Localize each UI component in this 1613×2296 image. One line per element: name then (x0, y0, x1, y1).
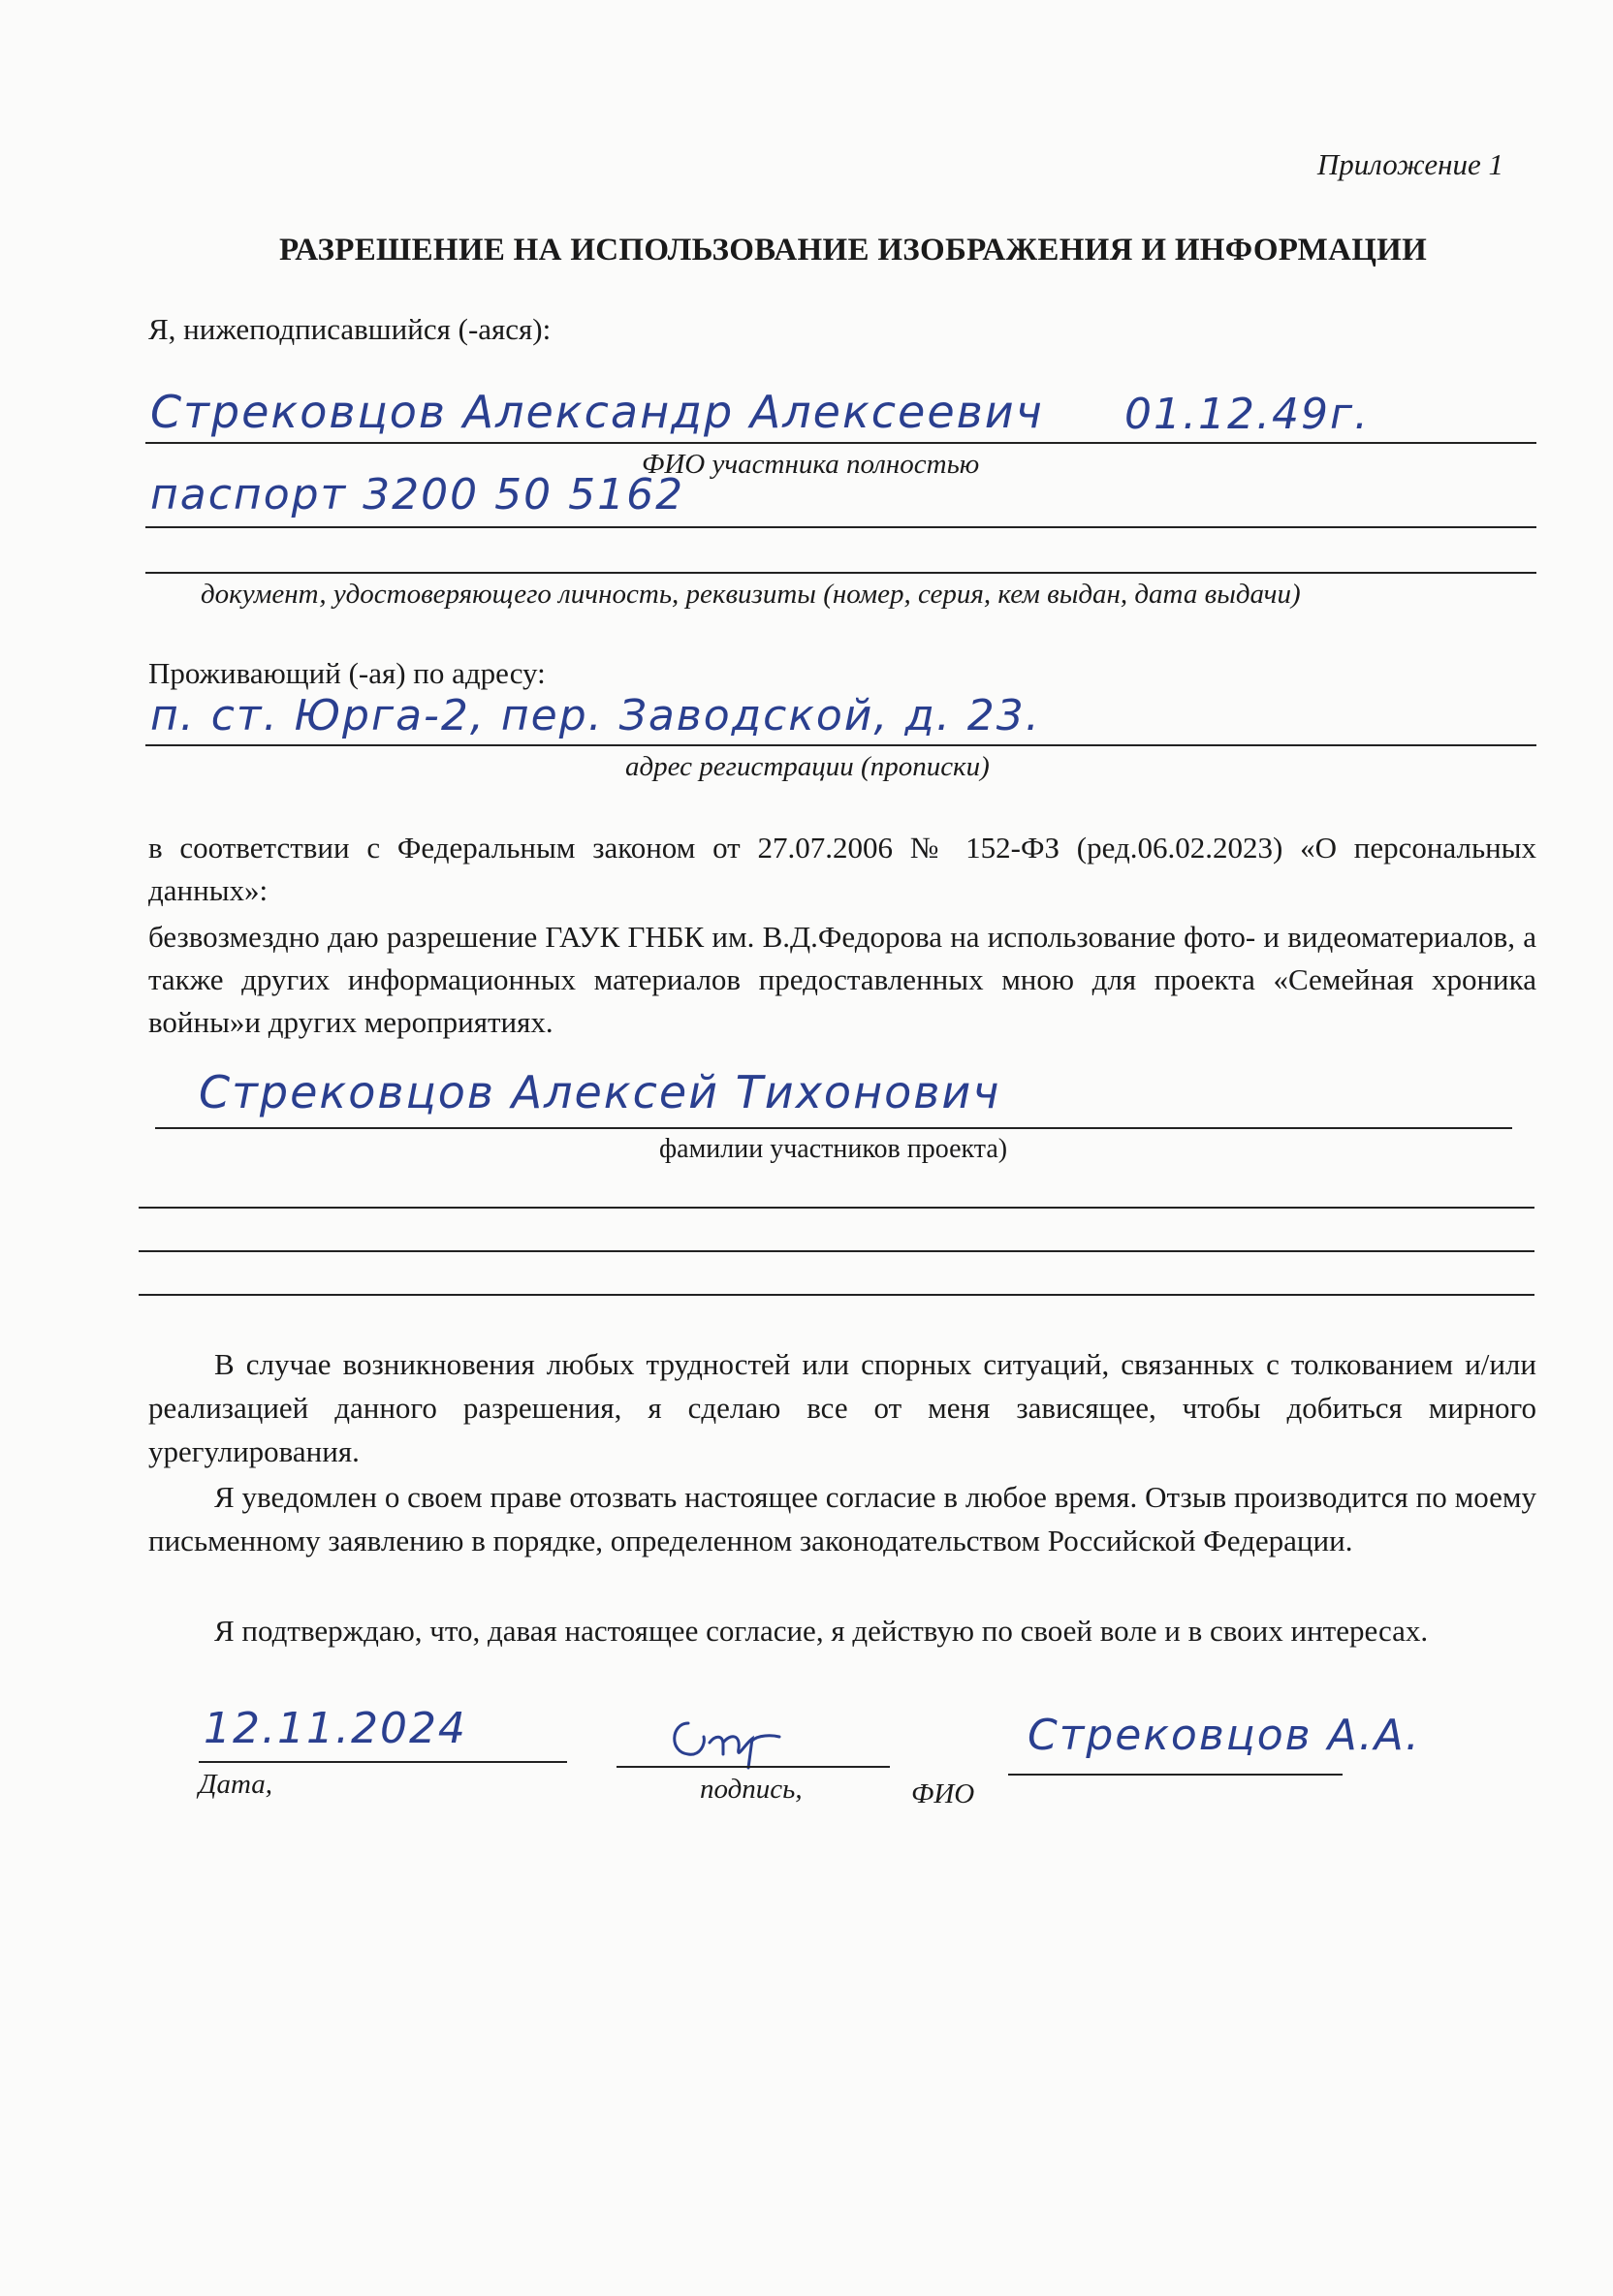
fio-line (1008, 1774, 1343, 1776)
revocation-paragraph: Я уведомлен о своем праве отозвать настоящее согласие в любое время. Отзыв производится по моему письменному заявлению в порядке, определенном законодательством Российской Федерации. (148, 1480, 1536, 1557)
handwritten-full-name: Стрековцов Александр Алексеевич (150, 386, 1044, 438)
participants-caption: фамилии участников проекта) (659, 1134, 1008, 1164)
grant-text: безвозмездно даю разрешение ГАУК ГНБК им. В.Д.Федорова на использование фото- и видеоматериалов, а также других информационных материалов предоставленных мною для проекта «Семейная хроника войны»и других мероприятиях. (148, 920, 1536, 1039)
appendix-label: Приложение 1 (1316, 147, 1503, 181)
signer-intro: Я, нижеподписавшийся (-аяся): (148, 312, 552, 346)
handwritten-participant-name: Стрековцов Алексей Тихонович (199, 1066, 1001, 1118)
document-line-2 (145, 572, 1536, 574)
dispute-paragraph: В случае возникновения любых трудностей или спорных ситуаций, связанных с толкованием и/или реализацией данного разрешения, я сделаю все от меня зависящее, чтобы добиться мирного урегулирования. (148, 1347, 1536, 1468)
signature-line (617, 1766, 890, 1768)
fio-label: ФИО (911, 1778, 975, 1809)
date-label: Дата, (199, 1769, 272, 1800)
full-name-caption: ФИО участника полностью (642, 449, 980, 480)
document-line-1 (145, 526, 1536, 528)
full-name-line (145, 442, 1536, 444)
address-line (145, 744, 1536, 746)
handwritten-address: п. ст. Юрга-2, пер. Заводской, д. 23. (150, 691, 1041, 740)
participants-line (155, 1127, 1512, 1129)
handwritten-fio: Стрековцов А.А. (1028, 1711, 1421, 1760)
handwritten-signature (659, 1706, 785, 1774)
address-caption: адрес регистрации (прописки) (625, 751, 990, 782)
blank-line-3 (139, 1294, 1534, 1296)
handwritten-date: 12.11.2024 (204, 1704, 467, 1753)
handwritten-birth-date: 01.12.49г. (1124, 390, 1371, 439)
document-caption: документ, удостоверяющего личность, реквизиты (номер, серия, кем выдан, дата выдачи) (201, 579, 1301, 610)
handwritten-passport: паспорт 3200 50 5162 (150, 470, 685, 519)
blank-line-2 (139, 1250, 1534, 1252)
signature-label: подпись, (700, 1774, 803, 1805)
date-line (199, 1761, 567, 1763)
form-title: РАЗРЕШЕНИЕ НА ИСПОЛЬЗОВАНИЕ ИЗОБРАЖЕНИЯ И ИНФОРМАЦИИ (279, 233, 1428, 267)
address-intro: Проживающий (-ая) по адресу: (148, 656, 546, 690)
blank-line-1 (139, 1207, 1534, 1209)
confirmation-paragraph: Я подтверждаю, что, давая настоящее согласие, я действую по своей воле и в своих интересах. (214, 1614, 1429, 1648)
law-reference-text: в соответствии с Федеральным законом от 27.07.2006 № 152-ФЗ (ред.06.02.2023) «О персональных данных»: (148, 831, 1536, 907)
